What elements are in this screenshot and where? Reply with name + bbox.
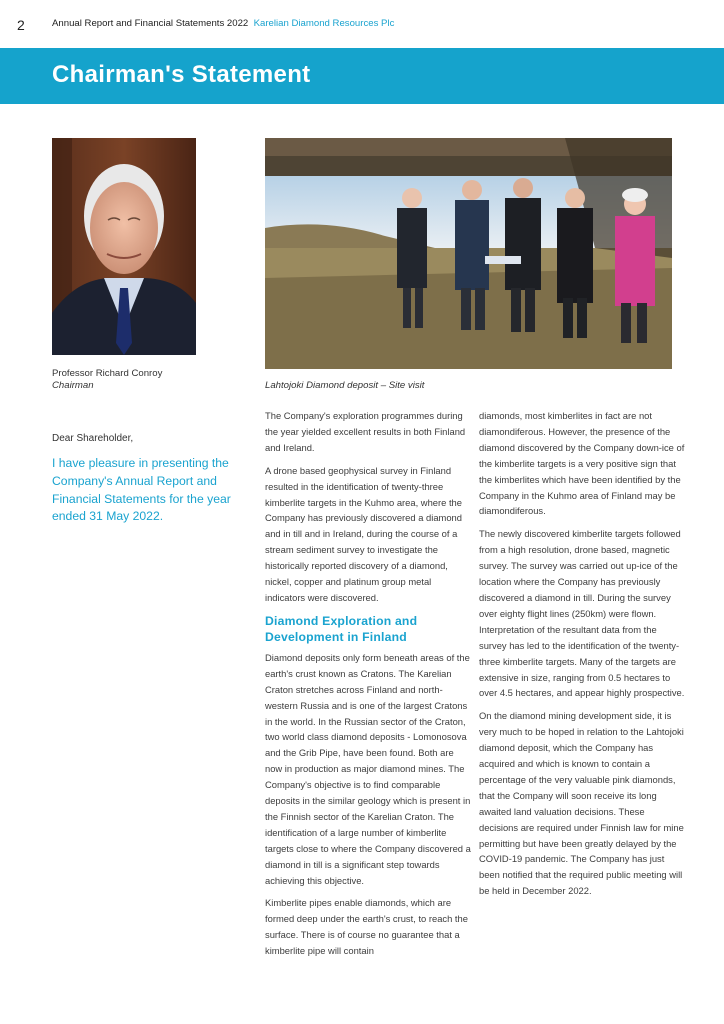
company-name: Karelian Diamond Resources Plc [253, 18, 395, 29]
page-title: Chairman's Statement [52, 61, 311, 88]
title-banner [0, 48, 724, 104]
portrait-caption-role: Chairman [52, 380, 94, 391]
paragraph: The Company's exploration programmes during the year yielded excellent results in both Finland and Ireland. [265, 410, 466, 453]
report-title: Annual Report and Financial Statements 2022 [52, 18, 249, 29]
paragraph: Diamond deposits only form beneath areas of the earth's crust known as Cratons. The Karelian Craton stretches across Finland and north-western Russia and is one of the largest Cratons in the world. In the Russian sector of the Craton, two world class diamond deposits - Lomonosova and the Grib Pipe, have been found. Both are now in production as major diamond mines. The Company's objective is to find comparable deposits in the similar geology which is present in the Finnish sector of the Karelian Craton. The identification of a large number of kimberlite targets close to where the Company discovered a diamond in till is a significant step towards achieving this objective. [265, 651, 471, 886]
paragraph: diamonds, most kimberlites in fact are not diamondiferous. However, the presence of the diamond discovered by the Company down-ice of the kimberlite targets is a very positive sign that the kimberlites which have been identified by the Company in the Kuhmo area of Finland may be diamondiferous. [479, 410, 685, 517]
page-number: 2 [17, 17, 25, 33]
chairman-portrait [52, 138, 196, 355]
text-column-1 [265, 408, 471, 966]
paragraph: The newly discovered kimberlite targets followed from a high resolution, drone based, magnetic survey. The survey was carried out up-ice of the location where the Company has previously discovered a diamond in till. During the survey over eighty flight lines (250km) were flown. Interpretation of the resultant data from the survey has led to the identification of the twenty-three kimberlite targets. Many of the targets are extensive in size, ranging from 0.5 hectares to over 4.5 hectares, and appear highly prospective. [479, 528, 685, 699]
photo-caption: Lahtojoki Diamond deposit – Site visit [265, 380, 425, 391]
paragraph: A drone based geophysical survey in Finland resulted in the identification of twenty-three kimberlite targets in the Kuhmo area, where the Company has previously discovered a diamond and in till and in Ireland, during the course of a stream sediment survey to investigate the historically reported discovery of a diamond, nickel, copper and platinum group metal indicators were discovered. [265, 464, 462, 603]
portrait-caption-name: Professor Richard Conroy [52, 368, 163, 379]
paragraph: On the diamond mining development side, it is very much to be hoped in relation to the Lahtojoki diamond deposit, which the Company has acquired and which is known to contain a percentage of the very valuable pink diamonds, that the Company will soon receive its long awaited land valuation decisions. These decisions are required under Finnish law for mine permitting but have been greatly delayed by the COVID-19 pandemic. The Company has just been notified that the required public meeting will be held in December 2022. [479, 710, 684, 897]
running-header [52, 18, 394, 29]
greeting: Dear Shareholder, [52, 433, 134, 444]
site-visit-photo [265, 138, 672, 369]
intro-paragraph: I have pleasure in presenting the Company's Annual Report and Financial Statements for the year ended 31 May 2022. [52, 456, 231, 524]
section-heading: Diamond Exploration and Development in Finland [265, 613, 418, 644]
text-column-2 [479, 408, 685, 906]
paragraph: Kimberlite pipes enable diamonds, which are formed deep under the earth's crust, to reach the surface. There is of course no guarantee that a kimberlite pipe will contain [265, 897, 468, 957]
